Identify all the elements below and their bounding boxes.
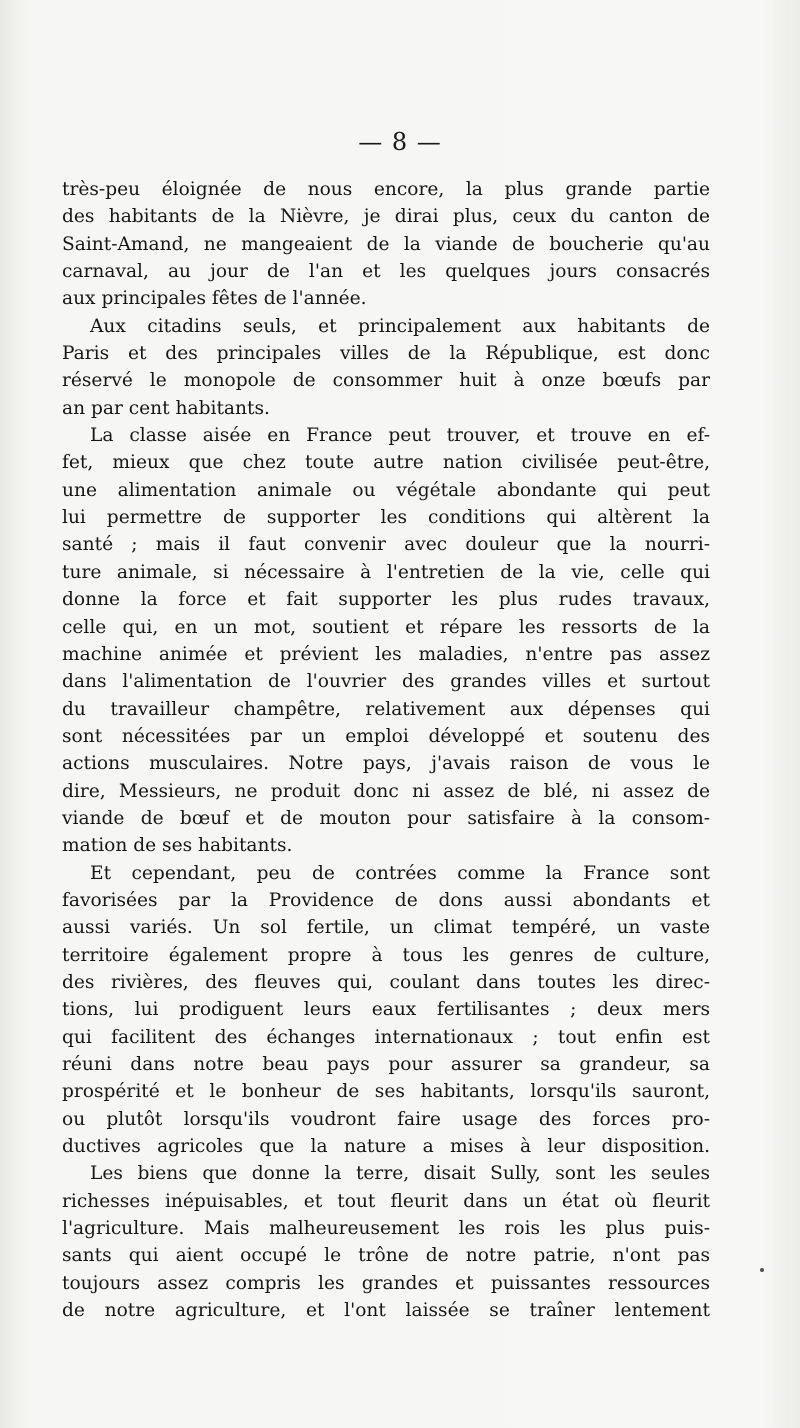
body-text bbox=[62, 176, 710, 1324]
text-line: toujours assez compris les grandes et puissantes ressources bbox=[62, 1272, 710, 1294]
text-line: des rivières, des fleuves qui, coulant dans toutes les direc- bbox=[62, 971, 710, 993]
text-line: Saint-Amand, ne mangeaient de la viande de boucherie qu'au bbox=[62, 233, 710, 255]
text-line: actions musculaires. Notre pays, j'avais raison de vous le bbox=[62, 753, 710, 775]
text-line: ture animale, si nécessaire à l'entretien de la vie, celle qui bbox=[62, 561, 710, 583]
text-line: ductives agricoles que la nature a mises à leur disposition. bbox=[62, 1136, 710, 1158]
text-line: réservé le monopole de consommer huit à onze bœufs par bbox=[62, 370, 710, 392]
text-line: an par cent habitants. bbox=[62, 397, 270, 419]
text-line: dire, Messieurs, ne produit donc ni assez de blé, ni assez de bbox=[62, 780, 710, 802]
text-line: aussi variés. Un sol fertile, un climat tempéré, un vaste bbox=[62, 917, 710, 939]
text-line: très-peu éloignée de nous encore, la plus grande partie bbox=[62, 179, 710, 200]
text-line: prospérité et le bonheur de ses habitants, lorsqu'ils sauront, bbox=[62, 1081, 710, 1103]
text-line: fet, mieux que chez toute autre nation civilisée peut-être, bbox=[62, 452, 710, 474]
text-line: du travailleur champêtre, relativement aux dépenses qui bbox=[62, 698, 710, 720]
text-line: donne la force et fait supporter les plus rudes travaux, bbox=[62, 589, 710, 611]
text-line: Paris et des principales villes de la République, est donc bbox=[62, 343, 710, 365]
text-line: richesses inépuisables, et tout fleurit dans un état où fleurit bbox=[62, 1190, 710, 1212]
text-line: celle qui, en un mot, soutient et répare les ressorts de la bbox=[62, 616, 710, 638]
text-line: ou plutôt lorsqu'ils voudront faire usage des forces pro- bbox=[62, 1108, 710, 1130]
text-line: de notre agriculture, et l'ont laissée se traîner lentement bbox=[62, 1300, 710, 1322]
text-line: viande de bœuf et de mouton pour satisfaire à la consom- bbox=[62, 807, 710, 829]
text-line: lui permettre de supporter les conditions qui altèrent la bbox=[62, 507, 710, 529]
text-line: Et cependant, peu de contrées comme la France sont bbox=[90, 862, 710, 884]
text-line: réuni dans notre beau pays pour assurer sa grandeur, sa bbox=[62, 1054, 710, 1075]
text-line: sont nécessitées par un emploi développé et soutenu des bbox=[62, 725, 710, 747]
text-line: aux principales fêtes de l'année. bbox=[62, 288, 367, 310]
text-line: territoire également propre à tous les genres de culture, bbox=[62, 944, 710, 966]
text-line: Les biens que donne la terre, disait Sully, sont les seules bbox=[90, 1163, 710, 1185]
text-line: Aux citadins seuls, et principalement aux habitants de bbox=[90, 315, 710, 337]
text-line: santé ; mais il faut convenir avec douleur que la nourri- bbox=[62, 534, 710, 556]
text-line: qui facilitent des échanges internationaux ; tout enfin est bbox=[62, 1026, 710, 1048]
text-line: mation de ses habitants. bbox=[62, 835, 293, 857]
text-line: favorisées par la Providence de dons aussi abondants et bbox=[62, 889, 710, 911]
text-line: dans l'alimentation de l'ouvrier des grandes villes et surtout bbox=[62, 671, 710, 693]
text-line: sants qui aient occupé le trône de notre patrie, n'ont pas bbox=[62, 1245, 710, 1267]
text-line: l'agriculture. Mais malheureusement les rois les plus puis- bbox=[62, 1218, 710, 1240]
text-line: carnaval, au jour de l'an et les quelques jours consacrés bbox=[62, 261, 710, 283]
text-line: machine animée et prévient les maladies, n'entre pas assez bbox=[62, 643, 710, 665]
text-line: des habitants de la Nièvre, je dirai plus, ceux du canton de bbox=[62, 206, 710, 228]
text-line: tions, lui prodiguent leurs eaux fertilisantes ; deux mers bbox=[62, 999, 710, 1021]
page-number: — 8 — bbox=[358, 128, 442, 156]
text-line: une alimentation animale ou végétale abondante qui peut bbox=[62, 479, 710, 501]
text-line: La classe aisée en France peut trouver, et trouve en ef- bbox=[90, 425, 710, 447]
paper-speck bbox=[760, 1268, 764, 1272]
